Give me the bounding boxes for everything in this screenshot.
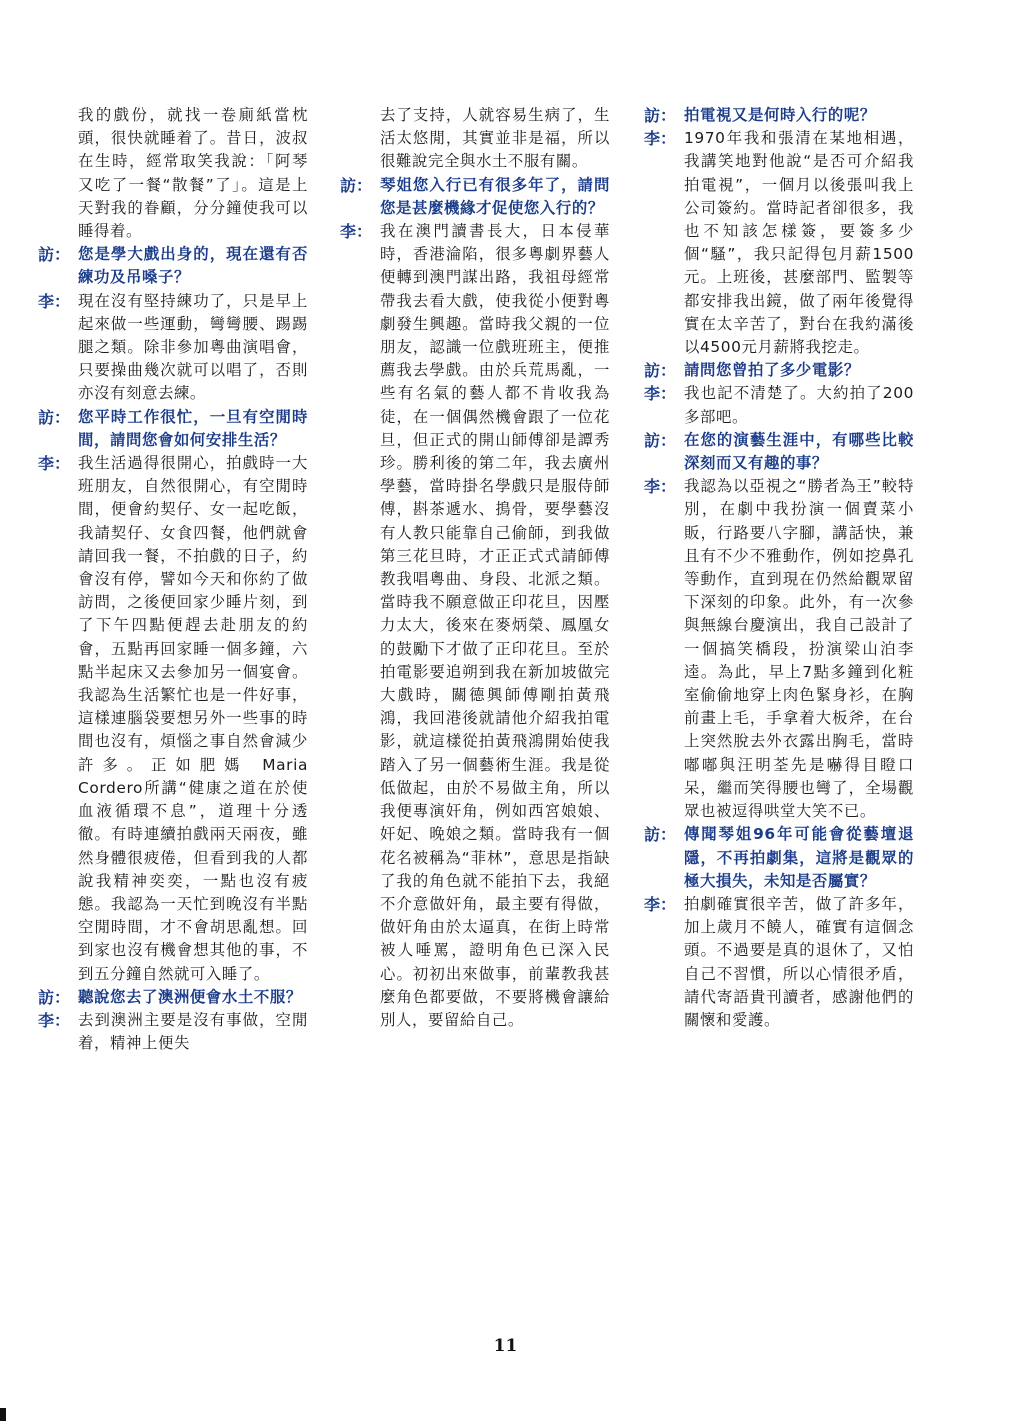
interviewee-label: 李：	[644, 384, 677, 404]
interview-question	[340, 174, 610, 220]
interview-question	[644, 104, 914, 127]
answer-text: 去到澳洲主要是沒有事做，空閒着，精神上便失	[78, 1010, 308, 1053]
interview-answer	[340, 220, 610, 1032]
interview-question	[38, 986, 308, 1009]
interviewee-label: 李：	[38, 454, 71, 474]
text-column-2	[340, 104, 610, 1032]
interviewee-label: 李：	[644, 894, 677, 914]
interview-answer	[38, 452, 308, 986]
question-text: 您平時工作很忙，一旦有空閒時間，請問您會如何安排生活？	[78, 407, 308, 449]
interview-question	[38, 406, 308, 452]
interview-question	[38, 243, 308, 289]
answer-text: 現在沒有堅持練功了，只是早上起來做一些運動，彎彎腰、踢踢腿之類。除非參加粵曲演唱會，只要操曲幾次就可以唱了，否則亦沒有刻意去練。	[78, 291, 308, 403]
answer-text: 拍劇確實很辛苦，做了許多年，加上歲月不饒人，確實有這個念頭。不過要是真的退休了，又怕自己不習慣，所以心情很矛盾，請代寄語貴刊讀者，感謝他們的關懷和愛護。	[684, 894, 914, 1029]
interview-answer	[644, 475, 914, 823]
answer-text: 我也記不清楚了。大約拍了200多部吧。	[684, 384, 914, 426]
question-text: 傳聞琴姐96年可能會從藝壇退隱，不再拍劇集，這將是觀眾的極大損失，未知是否屬實？	[684, 825, 914, 890]
question-text: 拍電視又是何時入行的呢？	[684, 106, 876, 124]
answer-text: 1970年我和張清在某地相遇，我講笑地對他說“是否可介紹我拍電視”，一個月以後張叫我上公司簽約。當時記者卻很多，我也不知該怎樣簽，要簽多少個“騷”，我只記得包月薪1500元。上班後，甚麼部門、監製等都安排我出鏡，做了兩年後覺得實在太辛苦了，對台在我約滿後以4500元月薪將我挖走。	[684, 129, 914, 357]
continued-paragraph: 去了支持，人就容易生病了，生活太悠閒，其實並非是福，所以很難說完全與水土不服有關。	[380, 106, 610, 171]
interviewee-label: 李：	[38, 1010, 71, 1030]
interviewer-label: 訪：	[38, 407, 71, 427]
text-column-3	[644, 104, 914, 1032]
answer-text: 我在澳門讀書長大，日本侵華時，香港淪陷，很多粵劇界藝人便轉到澳門謀出路，我祖母經常帶我去看大戲，使我從小便對粵劇發生興趣。當時我父親的一位朋友，認識一位戲班班主，便推薦我去學戲。由於兵荒馬亂，一些有名氣的藝人都不肯收我為徒，在一個偶然機會跟了一位花旦，但正式的開山師傅卻是譚秀珍。勝利後的第二年，我去廣州學藝，當時掛名學戲只是服侍師傅，斟茶遞水、㨶骨，要學藝沒有人教只能靠自己偷師，到我做第三花旦時，才正正式式請師傅教我唱粵曲、身段、北派之類。當時我不願意做正印花旦，因壓力太大，後來在麥炳榮、鳳凰女的鼓勵下才做了正印花旦。至於拍電影要追朔到我在新加坡做完大戲時，關德興師傅剛拍黃飛鴻，我回港後就請他介紹我拍電影，就這樣從拍黃飛鴻開始使我踏入了另一個藝術生涯。我是從低做起，由於不易做主角，所以我便專演奸角，例如西宮娘娘、奸妃、晚娘之類。當時我有一個花名被稱為“菲林”，意思是指缺了我的角色就不能拍下去，我絕不介意做奸角，最主要有得做，做奸角由於太逼真，在街上時常被人唾罵，證明角色已深入民心。初初出來做事，前輩教我甚麼角色都要做，不要將機會讓給別人，要留給自己。	[380, 222, 610, 1029]
interview-answer	[644, 893, 914, 1032]
interviewer-label: 訪：	[644, 361, 677, 381]
interviewee-label: 李：	[644, 477, 677, 497]
interviewer-label: 訪：	[644, 825, 677, 845]
question-text: 在您的演藝生涯中，有哪些比較深刻而又有趣的事？	[684, 430, 914, 473]
page-number: 11	[493, 1336, 518, 1356]
interview-answer	[38, 290, 308, 406]
interview-answer	[644, 127, 914, 359]
interview-question	[644, 429, 914, 475]
interview-answer	[38, 1009, 308, 1055]
question-text: 琴姐您入行已有很多年了，請問您是甚麼機緣才促使您入行的？	[380, 175, 610, 217]
interview-question	[644, 823, 914, 893]
interviewer-label: 訪：	[644, 430, 677, 450]
answer-text: 我生活過得很開心，拍戲時一大班朋友，自然很開心，有空閒時間，便會約契仔、女一起吃飯，我請契仔、女食四餐，他們就會請回我一餐，不拍戲的日子，約會沒有停，譬如今天和你約了做訪問，之後便回家少睡片刻，到了下午四點便趕去赴朋友的約會，五點再回家睡一個多鐘，六點半起床又去參加另一個宴會。我認為生活繁忙也是一件好事，這樣連腦袋要想另外一些事的時間也沒有，煩惱之事自然會減少許多。正如肥媽 Maria Cordero所講“健康之道在於使血液循環不息”，道理十分透徹。有時連續拍戲兩天兩夜，雖然身體很疲倦，但看到我的人都說我精神奕奕，一點也沒有疲態。我認為一天忙到晚沒有半點空閒時間，才不會胡思亂想。回到家也沒有機會想其他的事，不到五分鐘自然就可入睡了。	[78, 454, 308, 983]
interviewee-label: 李：	[38, 291, 71, 311]
question-text: 請問您曾拍了多少電影？	[684, 361, 860, 380]
interview-answer	[644, 382, 914, 428]
interviewer-label: 訪：	[38, 987, 71, 1007]
question-text: 您是學大戲出身的，現在還有否練功及吊嗓子？	[78, 245, 308, 287]
interviewee-label: 李：	[644, 129, 677, 149]
question-text: 聽說您去了澳洲便會水土不服？	[78, 987, 302, 1006]
interviewer-label: 訪：	[644, 106, 677, 125]
interviewee-label: 李：	[340, 222, 373, 242]
answer-text: 我認為以亞視之“勝者為王”較特別，在劇中我扮演一個賣菜小販，行路要八字腳，講話快，兼且有不少不雅動作，例如挖鼻孔等動作，直到現在仍然給觀眾留下深刻的印象。此外，有一次參與無線台慶演出，我自己設計了一個搞笑橋段，扮演梁山泊李逵。為此，早上7點多鐘到化粧室偷偷地穿上肉色緊身衫，在胸前畫上毛，手拿着大板斧，在台上突然脫去外衣露出胸毛，當時嘟嘟與汪明荃先是嚇得目瞪口呆，繼而笑得腰也彎了，全場觀眾也被逗得哄堂大笑不已。	[684, 477, 914, 821]
interviewer-label: 訪：	[340, 175, 373, 195]
interview-question	[644, 359, 914, 382]
text-column-1	[38, 104, 308, 1055]
interviewer-label: 訪：	[38, 245, 71, 265]
scan-edge-mark	[0, 1408, 6, 1421]
continued-paragraph: 我的戲份，就找一卷廁紙當枕頭，很快就睡着了。昔日，波叔在生時，經常取笑我說：「阿琴又吃了一餐“散餐”了」。這是上天對我的眷顧，分分鐘使我可以睡得着。	[78, 106, 308, 241]
